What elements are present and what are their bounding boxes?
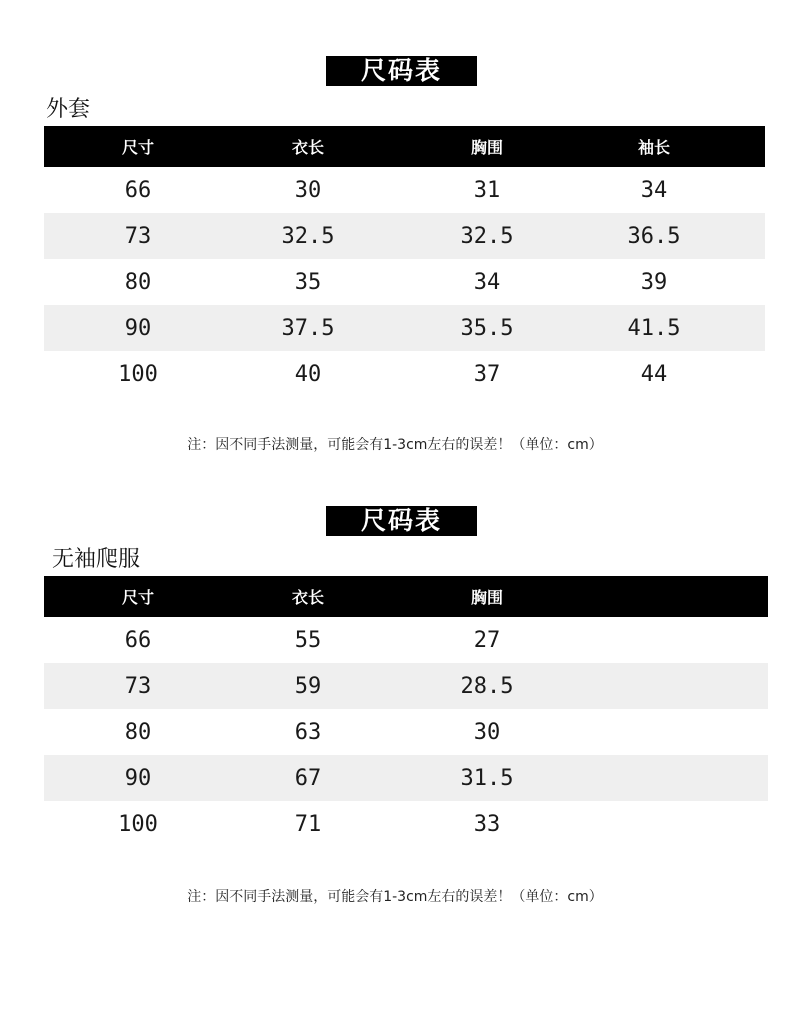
cell-length: 59	[294, 673, 322, 699]
cell-length: 30	[294, 177, 322, 203]
table-row	[44, 663, 768, 709]
table-row	[44, 801, 768, 847]
header-length: 衣长	[291, 588, 324, 607]
table-row	[44, 351, 765, 397]
cell-length: 71	[294, 811, 322, 837]
cell-chest: 30	[473, 719, 501, 745]
header-length: 衣长	[291, 138, 324, 157]
cell-chest: 37	[473, 361, 501, 387]
cell-length: 40	[294, 361, 322, 387]
header-size: 尺寸	[121, 138, 154, 157]
cell-size: 90	[124, 765, 152, 791]
cell-size: 100	[118, 361, 158, 387]
cell-chest: 27	[473, 627, 501, 653]
cell-chest: 28.5	[460, 673, 514, 699]
cell-size: 66	[124, 177, 152, 203]
cell-chest: 34	[473, 269, 501, 295]
table-row	[44, 213, 765, 259]
cell-size: 66	[124, 627, 152, 653]
cell-chest: 31	[473, 177, 501, 203]
measurement-note: 注：因不同手法测量，可能会有1-3cm左右的误差！（单位：cm）	[187, 437, 603, 453]
cell-size: 73	[124, 223, 152, 249]
cell-chest: 32.5	[460, 223, 514, 249]
cell-chest: 33	[473, 811, 501, 837]
cell-sleeve: 36.5	[627, 223, 681, 249]
cell-length: 55	[294, 627, 322, 653]
cell-sleeve: 39	[640, 269, 668, 295]
cell-length: 35	[294, 269, 322, 295]
cell-length: 67	[294, 765, 322, 791]
size-chart-title: 尺码表	[326, 56, 477, 86]
table-row	[44, 755, 768, 801]
table-header	[44, 126, 765, 167]
table-row	[44, 709, 768, 755]
size-chart-title: 尺码表	[326, 506, 477, 536]
header-chest: 胸围	[470, 138, 503, 157]
table-row	[44, 617, 768, 663]
size-table-romper	[44, 576, 768, 847]
cell-length: 37.5	[281, 315, 335, 341]
cell-size: 80	[124, 269, 152, 295]
table-row	[44, 259, 765, 305]
table-header	[44, 576, 768, 617]
size-table-coat	[44, 126, 765, 397]
measurement-note: 注：因不同手法测量，可能会有1-3cm左右的误差！（单位：cm）	[187, 889, 603, 905]
cell-sleeve: 34	[640, 177, 668, 203]
cell-sleeve: 44	[640, 361, 668, 387]
cell-size: 80	[124, 719, 152, 745]
cell-size: 100	[118, 811, 158, 837]
table-row	[44, 167, 765, 213]
cell-chest: 35.5	[460, 315, 514, 341]
cell-chest: 31.5	[460, 765, 514, 791]
header-chest: 胸围	[470, 588, 503, 607]
header-size: 尺寸	[121, 588, 154, 607]
section-subtitle: 外套	[46, 97, 91, 122]
table-row	[44, 305, 765, 351]
cell-sleeve: 41.5	[627, 315, 681, 341]
cell-length: 63	[294, 719, 322, 745]
header-sleeve: 袖长	[637, 138, 670, 157]
section-subtitle: 无袖爬服	[52, 547, 141, 572]
cell-size: 90	[124, 315, 152, 341]
cell-size: 73	[124, 673, 152, 699]
cell-length: 32.5	[281, 223, 335, 249]
